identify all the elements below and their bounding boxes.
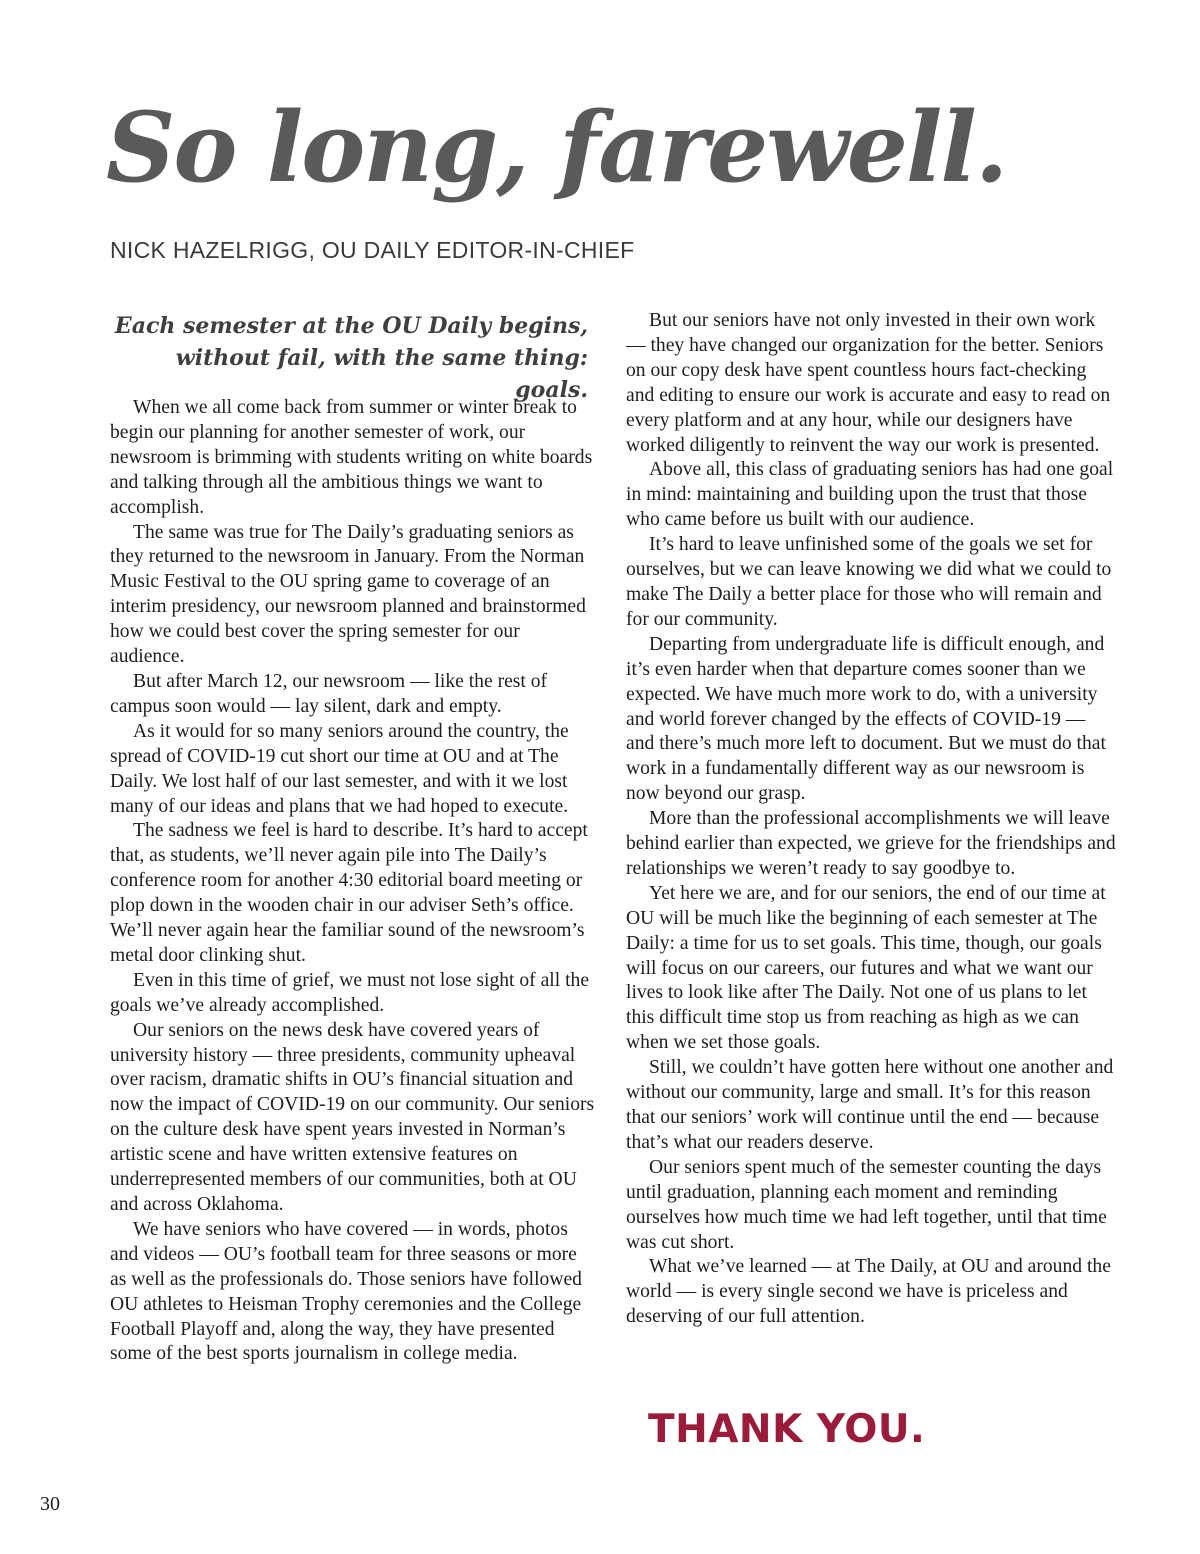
paragraph: Departing from undergraduate life is difficult enough, and it’s even harder when that departure comes sooner than we expected. We have much more work to do, with a university and world forever changed by the effects of COVID-19 — and there’s much more left to document. But we must do that work in a fundamentally different way as our newsroom is now beyond our grasp.: [626, 633, 1106, 805]
page-title: So long, farewell.: [106, 91, 1007, 204]
deck-subheading: [110, 310, 588, 406]
deck-line: Each semester at the OU Daily begins,: [114, 313, 588, 339]
paragraph: As it would for so many seniors around the country, the spread of COVID-19 cut short our time at OU and at The Daily. We lost half of our last semester, and with it we lost many of our ideas and plans that we had hoped to execute.: [110, 720, 569, 817]
paragraph: It’s hard to leave unfinished some of the goals we set for ourselves, but we can leave knowing we did what we could to make The Daily a better place for those who will remain and for our community.: [626, 534, 1112, 630]
paragraph: Even in this time of grief, we must not lose sight of all the goals we’ve already accomplished.: [110, 969, 590, 1016]
article-column-left: [110, 396, 598, 1367]
article-column-right: [626, 309, 1118, 1330]
byline: NICK HAZELRIGG, OU DAILY EDITOR-IN-CHIEF: [110, 237, 635, 263]
paragraph: The same was true for The Daily’s graduating seniors as they returned to the newsroom in January. From the Norman Music Festival to the OU spring game to coverage of an interim presidency, our newsroom planned and brainstormed how we could best cover the spring semester for our audience.: [110, 521, 586, 668]
paragraph: We have seniors who have covered — in words, photos and videos — OU’s football team for three seasons or more as well as the professionals do. Those seniors have followed OU athletes to Heisman Trophy ceremonies and the College Football Playoff and, along the way, they have presented some of the best sports journalism in college media.: [110, 1218, 582, 1365]
paragraph: When we all come back from summer or winter break to begin our planning for another semester of work, our newsroom is brimming with students writing on white boards and talking through all the ambitious things we want to accomplish.: [110, 397, 593, 518]
paragraph: Our seniors on the news desk have covered years of university history — three presidents, community upheaval over racism, dramatic shifts in OU’s financial situation and now the impact of COVID-19 on our community. Our seniors on the culture desk have spent years invested in Norman’s artistic scene and have written extensive features on underrepresented members of our communities, both at OU and across Oklahoma.: [110, 1019, 595, 1215]
deck-line: without fail, with the same thing: goals.: [175, 345, 588, 403]
paragraph: Our seniors spent much of the semester counting the days until graduation, planning each moment and reminding ourselves how much time we had left together, until that time was cut short.: [626, 1156, 1107, 1253]
paragraph: More than the professional accomplishments we will leave behind earlier than expected, we grieve for the friendships and relationships we weren’t ready to say goodbye to.: [626, 808, 1116, 879]
paragraph: The sadness we feel is hard to describe. It’s hard to accept that, as students, we’ll never again pile into The Daily’s conference room for another 4:30 editorial board meeting or plop down in the wooden chair in our adviser Seth’s office. We’ll never again hear the familiar sound of the newsroom’s metal door clinking shut.: [110, 820, 588, 966]
paragraph: What we’ve learned — at The Daily, at OU and around the world — is every single second we have is priceless and deserving of our full attention.: [626, 1256, 1111, 1328]
paragraph: Yet here we are, and for our seniors, the end of our time at OU will be much like the beginning of each semester at The Daily: a time for us to set goals. This time, though, our goals will focus on our careers, our futures and what we want our lives to look like after The Daily. Not one of us plans to let this difficult time stop us from reaching as high as we can when we set those goals.: [626, 882, 1106, 1054]
closing-thank-you: THANK YOU.: [648, 1407, 926, 1452]
page-number: 30: [40, 1493, 60, 1515]
paragraph: Above all, this class of graduating seniors has had one goal in mind: maintaining and building upon the trust that those who came before us built with our audience.: [626, 459, 1114, 531]
paragraph: Still, we couldn’t have gotten here without one another and without our community, large and small. It’s for this reason that our seniors’ work will continue until the end — because that’s what our readers deserve.: [626, 1057, 1114, 1153]
paragraph: But after March 12, our newsroom — like the rest of campus soon would — lay silent, dark and empty.: [110, 670, 548, 717]
paragraph: But our seniors have not only invested in their own work — they have changed our organization for the better. Seniors on our copy desk have spent countless hours fact-checking and editing to ensure our work is accurate and easy to read on every platform and at any hour, while our designers have worked diligently to reinvent the way our work is presented.: [626, 310, 1111, 456]
